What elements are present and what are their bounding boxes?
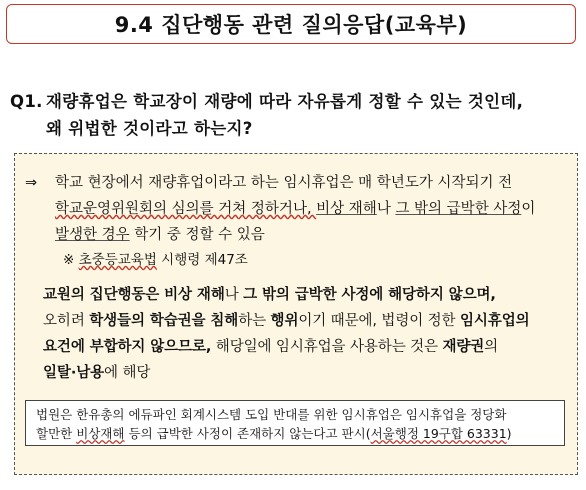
- arrow-icon: ⇒: [25, 175, 38, 191]
- answer-p2-text-4b: 에 해당: [104, 365, 151, 381]
- answer-p1-text-b5: 이: [521, 201, 536, 217]
- answer-p2-line-1: [25, 282, 570, 308]
- answer-paragraph-2: [25, 282, 570, 386]
- court-ruling-line-1: 법원은 한유총의 에듀파인 회계시스템 도입 반대를 위한 임시휴업은 임시휴업을 정당화: [36, 407, 507, 422]
- answer-p2-bold-7: 재량권: [442, 339, 485, 355]
- court-ruling-text-c: 등의 급박한 사정이 존재하지 않는다고 판시(: [124, 426, 371, 441]
- answer-p1-line-3: [25, 222, 570, 248]
- answer-p1-text-a: 학교 현장에서 재량휴업이라고 하는 임시휴업은 매 학년도가 시작되기 전: [55, 175, 513, 191]
- answer-p1-text-b1: 학교운영위원회의 심의를 거쳐 정하거나,: [55, 201, 317, 217]
- law-article: 시행령 제47조: [156, 252, 248, 268]
- question-block: [10, 88, 580, 142]
- answer-paragraph-1: [25, 170, 570, 248]
- answer-p1-line-2: [25, 196, 570, 222]
- answer-p2-text-3d: 의: [484, 339, 499, 355]
- answer-p2-bold-3: 학생들의 학습권을 침해: [89, 313, 239, 329]
- answer-p2-bold-5: 임시휴업의: [459, 313, 530, 329]
- answer-p2-bold-6: 요건에 부합하지 않으므로,: [43, 339, 212, 355]
- answer-p2-bold-2: 그 밖의 급박한 사정에 해당하지 않으며,: [243, 287, 496, 303]
- question-number: Q1.: [10, 92, 43, 111]
- emphasis-urgent: 그 밖의 급박한 사정: [395, 201, 522, 217]
- question-line-1: [10, 88, 580, 115]
- answer-p2-text-2c: 하는: [238, 313, 271, 329]
- case-number: 서울행정 19구합 63331: [370, 426, 507, 441]
- answer-p2-line-3: [25, 334, 570, 360]
- section-title-box: [6, 4, 576, 44]
- answer-p2-line-4: [25, 360, 570, 386]
- law-name: 초중등교육법: [78, 252, 157, 268]
- court-ruling-text-a: 할만한: [36, 426, 77, 441]
- answer-p1-text-c2: 학기 중 정할 수 있음: [129, 227, 265, 243]
- court-ruling-line-2: [36, 424, 554, 443]
- court-ruling-text-e: ): [506, 426, 512, 441]
- answer-p1-text-b3: 나: [376, 201, 396, 217]
- answer-p2-text-1b: 나: [224, 287, 244, 303]
- answer-p2-bold-8: 일탈·남용: [43, 365, 105, 381]
- court-ruling-box: [25, 400, 565, 446]
- emphasis-disaster: 비상 재해: [316, 201, 377, 217]
- law-reference-note: [63, 248, 248, 268]
- answer-p2-line-2: [25, 308, 570, 334]
- court-ruling-disaster: 비상재해: [76, 426, 125, 441]
- answer-p2-bold-4: 행위: [270, 313, 299, 329]
- question-line-2: 왜 위법한 것이라고 하는지?: [46, 119, 253, 138]
- answer-p2-text-3b: 해당일에 임시휴업을 사용하는 것은: [211, 339, 443, 355]
- answer-p2-text-2a: 오히려: [43, 313, 90, 329]
- emphasis-occurrence: 발생한 경우: [55, 227, 130, 243]
- reference-mark-icon: ※: [63, 252, 79, 268]
- answer-p2-text-2e: 이기 때문에, 법령이 정한: [298, 313, 460, 329]
- answer-box: [14, 153, 578, 475]
- answer-p2-bold-1: 교원의 집단행동은 비상 재해: [43, 287, 225, 303]
- question-text-1: 재량휴업은 학교장이 재량에 따라 자유롭게 정할 수 있는 것인데,: [46, 92, 524, 111]
- answer-p1-line-1: [25, 170, 570, 196]
- section-title: 9.4 집단행동 관련 질의응답(교육부): [114, 13, 468, 37]
